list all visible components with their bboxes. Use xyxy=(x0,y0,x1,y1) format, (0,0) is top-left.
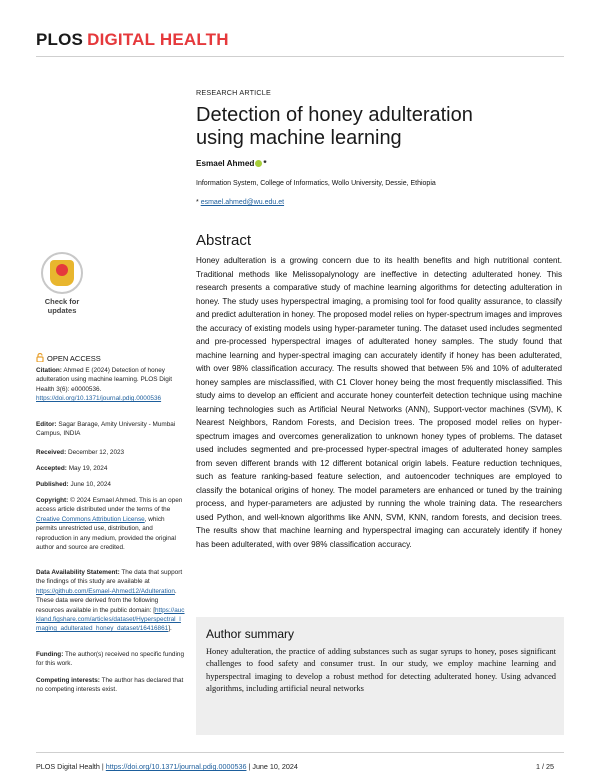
corresponding-mark: * xyxy=(263,159,267,168)
journal-logo[interactable] xyxy=(36,30,229,50)
author-name[interactable]: Esmael Ahmed xyxy=(196,159,255,168)
received-date: December 12, 2023 xyxy=(67,449,125,456)
copyright-text: © 2024 Esmael Ahmed. This is an open access article distributed under the terms of the xyxy=(36,497,183,514)
editor-block xyxy=(36,420,186,439)
author-summary-text: Honey adulteration, the practice of adding substances such as sugar syrups to honey, poses significant challenges to food safety and consumer trust. In our study, we employ machine learning and hyperspectral imaging to develop a robust method for detecting adulterated honey. Using advanced algorithms, including artificial neural networks xyxy=(206,647,556,694)
editor-label: Editor: xyxy=(36,421,57,428)
funding-block xyxy=(36,650,186,669)
footer-separator-2: | xyxy=(248,762,251,771)
accepted-date: May 19, 2024 xyxy=(68,465,108,472)
journal-name: DIGITAL HEALTH xyxy=(87,30,229,49)
citation-text: Ahmed E (2024) Detection of honey adulteration using machine learning. PLOS Digit Health 3(6): e0000536. xyxy=(36,367,173,393)
accepted-label: Accepted: xyxy=(36,465,67,472)
open-access-lock-icon xyxy=(36,353,44,362)
received-label: Received: xyxy=(36,449,67,456)
email-mark: * xyxy=(196,199,199,206)
published-date: June 10, 2024 xyxy=(70,481,111,488)
published-block xyxy=(36,480,186,489)
check-updates-icon xyxy=(41,252,83,294)
citation-label: Citation: xyxy=(36,367,62,374)
accepted-block xyxy=(36,464,186,473)
figshare-link[interactable]: https://auckland.figshare.com/articles/dataset/Hyperspectral_Imaging_adulterated_honey_dataset/16416861 xyxy=(36,606,185,633)
funding-text: The author(s) received no specific funding for this work. xyxy=(36,651,185,668)
competing-interests-block xyxy=(36,676,186,695)
data-availability-text: The data that support the findings of this study are available at xyxy=(36,569,183,586)
abstract-text: Honey adulteration is a growing concern due to its health benefits and high nutritional content. Traditional methods like Melissopalynology are ineffective in detecting adulterated honey. This research presents a comparative study of machine learning algorithms for detecting adulteration in honey. The study uses hyperspectral imaging, a promising tool for food quality assurance, to classify and predict adulteration in honey. The proposed model relies on hyper-spectrum images and improves the accuracy of existing models using hyper-parameter tuning. The dataset used includes segmented and pre-processed hyperspectral images of adulterated honey samples. The study found that machine learning and hyper-spectral imaging can accurately identify if honey has been adulterated, with over 98% classification accuracy. The results showed that between 5% and 10% of adulterated honey samples are misclassified, with C1 Clover honey being the most frequently misclassified. This study aims to develop an efficient and accurate honey counterfeit detection technique using machine learning technologies such as Artificial Neural Networks (ANN), Support-vector machines (SVM), K Nearest Neighbors, Random Forests, and Decision trees. The proposed model relies on hyper-spectrum images and overcomes generalization to unknown honey types of problems. The dataset used includes segmented and pre-processed hyper-spectral images of adulterated honey samples from seven different brands with 12 different botanical origin labels. Feature reduction techniques, such as feature ranking-based feature selection, and autoencoder techniques are employed to classify the botanical origins of honey. The model parameters are enhanced or tuned by the training process, and hyper-parameters are adjusted by running the whole training data. The researchers used Python, and well-known algorithms like ANN, SVM, KNN, random forests, and decision trees. The results show that machine learning and hyperspectral imaging can accurately identify if honey has been adulterated, with over 98% classification accuracy. xyxy=(196,256,562,549)
footer-separator: | xyxy=(101,762,104,771)
data-availability-label: Data Availability Statement: xyxy=(36,569,120,576)
footer-divider xyxy=(36,752,564,753)
license-link[interactable]: Creative Commons Attribution License xyxy=(36,515,145,523)
check-updates-label: Check for updates xyxy=(44,297,80,315)
article-type: RESEARCH ARTICLE xyxy=(196,88,271,97)
footer-doi-link[interactable]: https://doi.org/10.1371/journal.pdig.0000536 xyxy=(105,762,247,771)
copyright-label: Copyright: xyxy=(36,497,69,504)
competing-interests-text: The author has declared that no competing interests exist. xyxy=(36,677,184,694)
orcid-icon[interactable] xyxy=(255,160,262,167)
journal-prefix: PLOS xyxy=(36,30,84,49)
citation-doi-link[interactable]: https://doi.org/10.1371/journal.pdig.0000536 xyxy=(36,395,162,403)
header-divider xyxy=(36,56,564,57)
author-email-link[interactable]: esmael.ahmed@wu.edu.et xyxy=(200,199,285,206)
data-availability-text-2: . These data were derived from the following resources available in the public domain: [ xyxy=(36,587,177,614)
data-availability-text-3: ]. xyxy=(168,625,172,633)
email-line xyxy=(196,199,284,206)
data-availability-block xyxy=(36,568,186,634)
footer-journal: PLOS Digital Health xyxy=(36,762,100,771)
footer-date: June 10, 2024 xyxy=(252,762,298,771)
citation-block xyxy=(36,366,186,404)
affiliation: Information System, College of Informatics, Wollo University, Dessie, Ethiopia xyxy=(196,180,436,187)
github-link[interactable]: https://github.com/Esmael-Ahmed12/Adulteration xyxy=(36,587,175,595)
open-access-label: OPEN ACCESS xyxy=(36,353,101,363)
copyright-text-2: , which permits unrestricted use, distribution, and reproduction in any medium, provided the original author and source are credited. xyxy=(36,515,176,552)
published-label: Published: xyxy=(36,481,69,488)
author-line xyxy=(196,159,267,168)
received-block xyxy=(36,448,186,457)
footer-citation xyxy=(36,762,298,771)
abstract-heading: Abstract xyxy=(196,232,252,249)
copyright-block xyxy=(36,496,186,552)
author-summary-heading: Author summary xyxy=(206,627,295,641)
editor-text: Sagar Barage, Amity University - Mumbai Campus, INDIA xyxy=(36,421,176,438)
article-title: Detection of honey adulteration using machine learning xyxy=(196,104,473,149)
page-number: 1 / 25 xyxy=(536,762,554,771)
competing-interests-label: Competing interests: xyxy=(36,677,100,684)
funding-label: Funding: xyxy=(36,651,64,658)
check-for-updates-badge[interactable] xyxy=(38,252,86,315)
